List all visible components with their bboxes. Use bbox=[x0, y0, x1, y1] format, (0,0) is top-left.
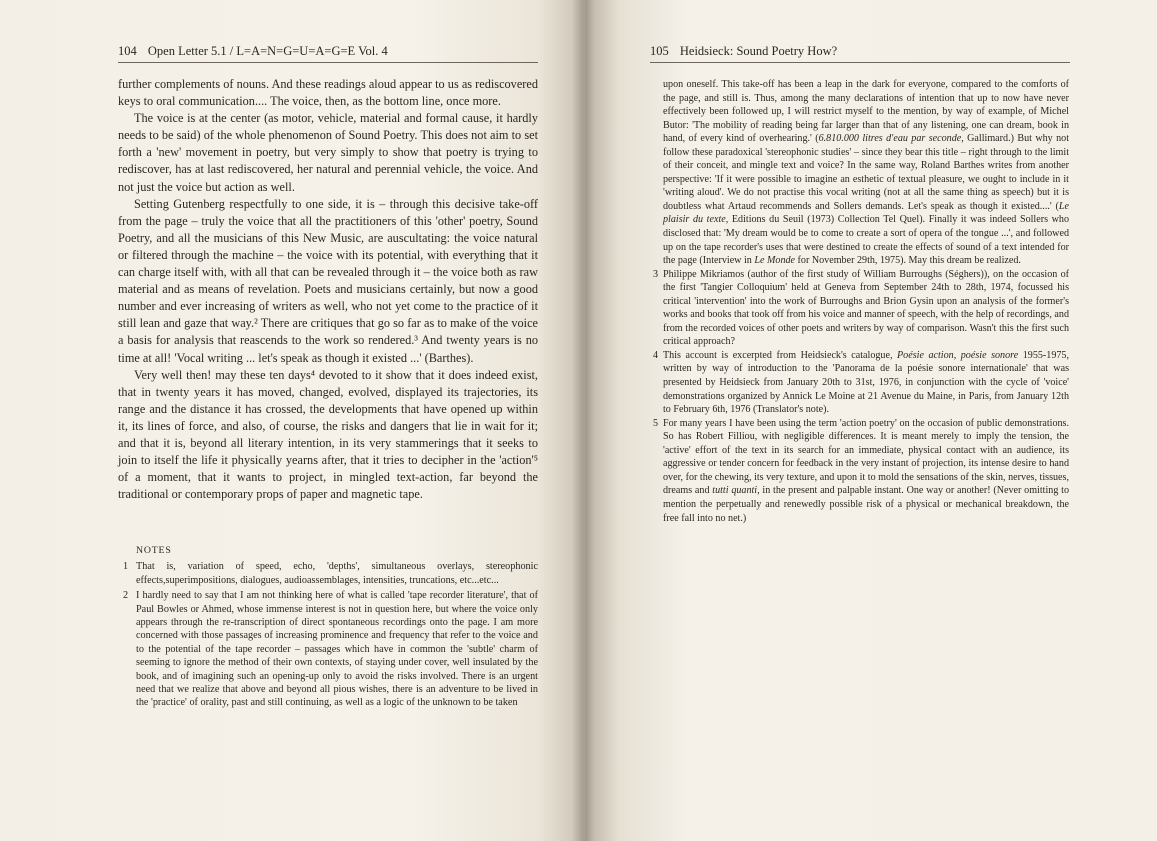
footnote-1 bbox=[123, 560, 538, 587]
footnote-number: 2 bbox=[123, 590, 129, 602]
book-title: Le plaisir du texte, bbox=[663, 200, 1069, 226]
italic-phrase: tutti quanti, bbox=[712, 485, 760, 497]
footnote-text: Philippe Mikriamos (author of the first study of William Burroughs (Séghers)), on the occasion of the first 'Tangier Colloquium' held at Geneva from September 24th to 28th, 1974, focussed his critical 'intervention' into the work of Burroughs and Brion Gysin upon an analysis of the former's works and books that took off from his voice and manner of speech, with the help of recordings, and from the recorded voices of other poets and writers by way of comparison. Wasn't this the first such critical approach? bbox=[663, 268, 1069, 348]
left-page-number: 104 bbox=[118, 44, 137, 58]
footnote-3 bbox=[653, 268, 1069, 349]
left-body-text bbox=[118, 76, 538, 503]
right-page-number: 105 bbox=[650, 44, 669, 58]
footnote-2-continued: upon oneself. This take-off has been a leap in the dark for everyone, compared to the comforts of the page, and still is. Thus, among the many declarations of intention that up to now have never effectively been followed up, I will restrict myself to the mention, by way of example, of Michel Butor: 'The mobility of reading being far larger than that of any listening, one can dream, book in hand, of every kind of overhearing.' (6.810.000 litres d'eau par seconde, Gallimard.) But why not follow these paradoxical 'stereophonic studies' – since they bear this title – right through to the limit of their conceit, and mingle text and voice? In the same way, Roland Barthes writes from another perspective: 'If it were possible to imagine an esthetic of textual pleasure, we ought to include in it 'writing aloud'. We do not practise this vocal writing (not at all the same thing as speech) but it is doubtless what Artaud recommends and Sollers demands. Let's speak as though it existed....' (Le plaisir du texte, Editions du Seuil (1973) Collection Tel Quel). Finally it was indeed Sollers who disclosed that: 'My dream would be to come to create a sort of opera of the tongue ...', and followed up on the tape recorder's uses that were destined to create the effects of sound of a text intended for the page (Interview in Le Monde for November 29th, 1975). May this dream be realized. bbox=[663, 79, 1070, 267]
paragraph: further complements of nouns. And these readings aloud appear to us as rediscovered keys to oral communication.... The voice, then, as the bottom line, once more. bbox=[118, 77, 538, 109]
footnote-number: 5 bbox=[653, 417, 659, 429]
footnote-text: I hardly need to say that I am not thinking here of what is called 'tape recorder literature', that of Paul Bowles or Ahmed, whose immense interest is not in question here, but where the voice only appears through the re-transcription of direct spontaneous recordings onto the page. I am more concerned with those passages of increasing prominence and frequency that refer to the voice and to the potential of the tape recorder – passages which have in common the 'subtle' charm of seeming to ignore the method of their own contexts, of staying under cover, well insulated by the book, and of imagining such an opening-up only to avoid the risks involved. There is an urgent need that we realize that above and beyond all pious wishes, there is an adventure to be lived in the 'practice' of orality, past and still continuing, as well as a logic of the unknown to be taken bbox=[136, 590, 538, 709]
right-notes bbox=[653, 78, 1070, 525]
right-header-title: Heidsieck: Sound Poetry How? bbox=[679, 44, 838, 58]
footnote-text: That is, variation of speed, echo, 'depths', simultaneous overlays, stereophonic effects,superimpositions, dialogues, audioassemblages, intensities, truncations, etc...etc... bbox=[136, 561, 538, 586]
left-header-title: Open Letter 5.1 / L=A=N=G=U=A=G=E Vol. 4 bbox=[147, 44, 388, 58]
left-notes bbox=[123, 544, 538, 710]
newspaper-title: Le Monde bbox=[754, 255, 796, 267]
left-running-header bbox=[118, 44, 388, 59]
paragraph: Very well then! may these ten days⁴ devoted to it show that it does indeed exist, that in twenty years it has moved, changed, evolved, displayed its trajectories, its range and the distance it has crossed, the developments that have opened up within it, its lines of force, and also, of course, the risks and dangers that lie in wait for it; and that it is, beyond all literary intention, in its very stammerings that it seeks to join to itself the life it physically yearns after, that it tries to decipher in the 'action'⁵ of a moment, that it wants to project, in mingled text-action, far beyond the traditional or contemporary props of paper and magnetic tape. bbox=[118, 367, 538, 502]
book-gutter bbox=[572, 0, 594, 841]
footnote-2 bbox=[123, 589, 538, 710]
book-title: 6.810.000 litres d'eau par seconde, bbox=[818, 133, 964, 145]
paragraph: The voice is at the center (as motor, vehicle, material and formal cause, it hardly needs to be said) of the whole phenomenon of Sound Poetry. This does not aim to set forth a 'new' movement in poetry, but very simply to show that poetry is trying to rediscover, has at last rediscovered, her natural and perennial vehicle, the voice. And not just the voice but action as well. bbox=[118, 111, 538, 194]
left-header-rule bbox=[118, 62, 538, 63]
right-running-header bbox=[650, 44, 837, 59]
notes-heading: NOTES bbox=[136, 545, 172, 556]
catalogue-title: Poésie action, poésie sonore bbox=[897, 349, 1019, 361]
paragraph: Setting Gutenberg respectfully to one side, it is – through this decisive take-off from the page – truly the voice that all the practitioners of this 'other' poetry, Sound Poetry, and all the musicians of this New Music, are auscultating: the voice natural or filtered through the machine – the voice with its potential, with everything that it can charge itself with, with all that can be revealed through it – the voice both as raw material and as means of revelation. Poets and musicians certainly, but now a good number and ever increasing of writers as well, who not yet come to the practice of it still lean and gaze that way.² There are critiques that go so far as to make of the voice a basis for analysis that reascends to the work so rendered.³ And twenty years is no time at all! 'Vocal writing ... let's speak as though it existed ...' (Barthes). bbox=[118, 196, 538, 365]
right-header-rule bbox=[650, 62, 1070, 63]
footnote-number: 4 bbox=[653, 349, 659, 361]
footnote-number: 3 bbox=[653, 268, 659, 280]
footnote-5: 5 For many years I have been using the term 'action poetry' on the occasion of public demonstrations. So has Robert Filliou, with negligible differences. It is meant merely to imply the tension, the 'active' effort of the text in its search for an immediate, physical contact with an audience, its aggressive or tender concern for feedback in the very instant of projection, its intense desire to hand over, for the chewing, its very texture, and upon it to mold the sensations of the skin, nerves, tissues, dreams and tutti quanti, in the present and palpable instant. One way or another! (Never omitting to mention the perpetually and renewedly possible risk of a physical or mechanical breakdown, the free fall into no net.) bbox=[653, 417, 1069, 524]
footnote-4: 4 This account is excerpted from Heidsieck's catalogue, Poésie action, poésie sonore 1955-1975, written by way of introduction to the 'Panorama de la poésie sonore internationale' that was presented by Heidsieck from January 20th to 31st, 1976, in conjunction with the cycle of 'voice' demonstrations organized by Annick Le Moine at 21 Avenue du Maine, in Paris, from January 12th to February 6th, 1976 (Translator's note). bbox=[653, 349, 1070, 416]
footnote-number: 1 bbox=[123, 561, 129, 573]
